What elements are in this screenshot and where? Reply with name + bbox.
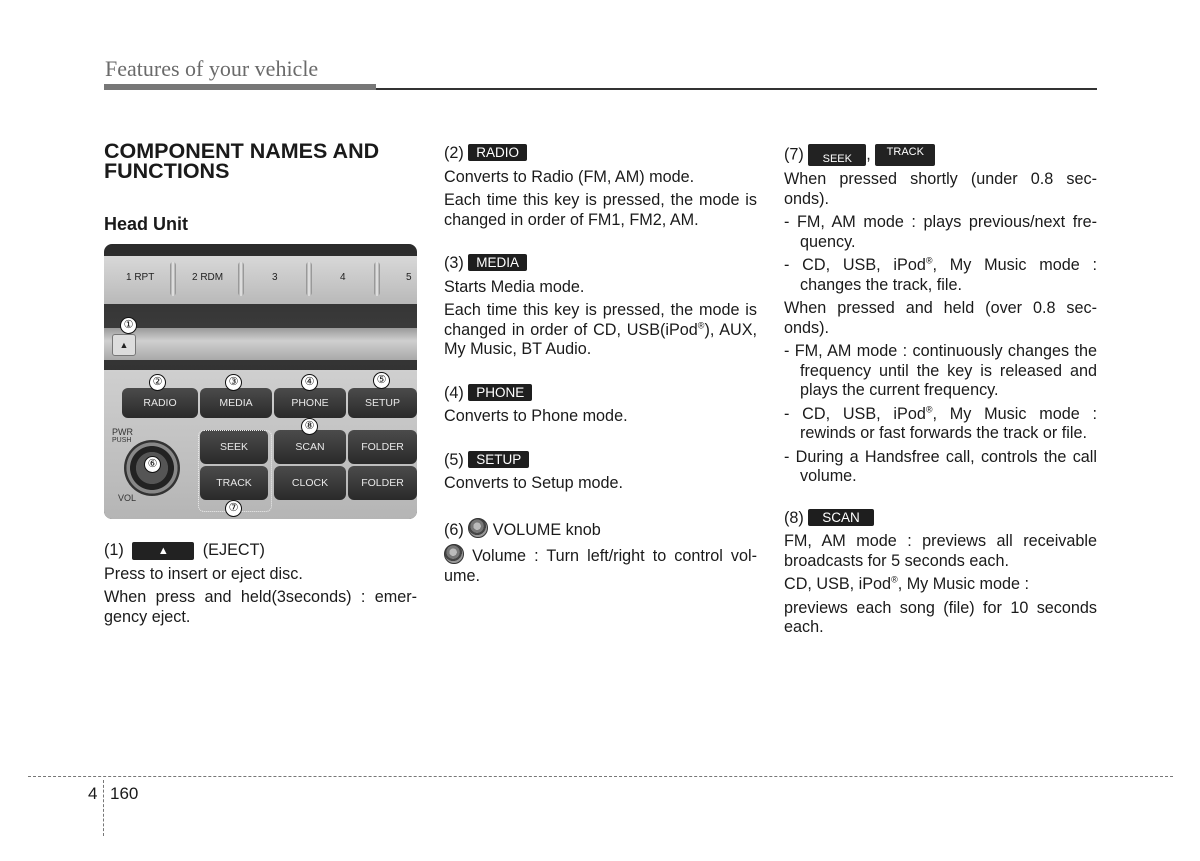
item-3-title: (3) MEDIA: [444, 254, 757, 274]
short-press: When pressed shortly (under 0.8 sec-onds).: [784, 170, 1097, 208]
header-bar-line: [376, 88, 1097, 90]
item-8-title: (8) SCAN: [784, 509, 1097, 529]
item-2-desc: Converts to Radio (FM, AM) mode.: [444, 167, 695, 186]
footer-vertical-divider: [103, 780, 104, 836]
setup-tag: SETUP: [468, 451, 529, 468]
vol-label: VOL: [118, 493, 137, 503]
marker-3: ③: [225, 374, 242, 391]
marker-2: ②: [149, 374, 166, 391]
item-1-line: (1) ▲ (EJECT): [104, 541, 265, 559]
volume-knob-icon: [468, 518, 488, 538]
column-3: [784, 144, 1097, 642]
short-press-fm: - FM, AM mode : plays previous/next fre-quency.: [784, 213, 1097, 251]
chapter-number: 4: [88, 784, 98, 803]
head-unit-photo: [104, 244, 417, 519]
item-8-cd: CD, USB, iPod®, My Music mode :: [784, 574, 1030, 593]
unit-phone-button: PHONE: [274, 388, 346, 418]
page-number: 160: [110, 784, 139, 803]
marker-8: ⑧: [301, 418, 318, 435]
header-bar-accent: [104, 84, 376, 90]
item-4-title: (4) PHONE: [444, 384, 757, 404]
held-press-fm: - FM, AM mode : continuously changes the frequency until the key is released and plays the current frequency.: [784, 342, 1097, 399]
item-8-preview: previews each song (file) for 10 seconds each.: [784, 598, 1097, 636]
preset-2: 2 RDM: [192, 272, 224, 283]
footer-divider: [28, 776, 1173, 777]
track-button-icon: TRACK: [875, 144, 935, 166]
item-1-held: When press and held(3seconds) : emer-gency eject.: [104, 588, 417, 626]
item-7-title: (7) SEEK , TRACK: [784, 144, 1097, 166]
pwr-label: PWR: [112, 427, 133, 437]
unit-seek-button: SEEK: [200, 430, 268, 464]
item-4-desc: Converts to Phone mode.: [444, 407, 628, 425]
unit-setup-button: SETUP: [348, 388, 417, 418]
preset-5: 5: [406, 272, 412, 283]
eject-icon: ▲: [112, 334, 136, 356]
marker-6: ⑥: [144, 456, 161, 473]
push-label: PUSH: [112, 437, 132, 444]
preset-sep: [170, 262, 176, 296]
held-press-cd: - CD, USB, iPod®, My Music mode : rewinds or fast forwards the track or file.: [784, 404, 1097, 442]
page-header-title: Features of your vehicle: [105, 56, 319, 81]
column-1: [104, 541, 417, 631]
volume-knob-icon: [444, 544, 464, 564]
radio-tag: RADIO: [468, 144, 527, 161]
marker-5: ⑤: [373, 372, 390, 389]
scan-tag: SCAN: [808, 509, 874, 526]
preset-1: 1 RPT: [126, 272, 155, 283]
item-5-title: (5) SETUP: [444, 451, 757, 471]
unit-clock-button: CLOCK: [274, 466, 346, 500]
item-8-fm: FM, AM mode : previews all receivable broadcasts for 5 seconds each.: [784, 532, 1097, 570]
item-6-title: (6) VOLUME knob: [444, 518, 757, 541]
preset-3: 3: [272, 272, 278, 283]
item-3-desc: Starts Media mode.: [444, 277, 585, 296]
held-press-handsfree: - During a Handsfree call, controls the call volume.: [784, 447, 1097, 485]
short-press-cd: - CD, USB, iPod®, My Music mode : changes the track, file.: [784, 255, 1097, 294]
unit-folder-up-button: FOLDER: [348, 430, 417, 464]
eject-button-icon: ▲: [132, 542, 194, 560]
subsection-heading: Head Unit: [104, 214, 189, 234]
unit-scan-button: SCAN: [274, 430, 346, 464]
item-1-desc: Press to insert or eject disc.: [104, 564, 303, 583]
item-3-order: Each time this key is pressed, the mode is changed in order of CD, USB(iPod®), AUX, My Music, BT Audio.: [444, 301, 757, 358]
unit-folder-down-button: FOLDER: [348, 466, 417, 500]
phone-tag: PHONE: [468, 384, 532, 401]
marker-1: ①: [120, 317, 137, 334]
media-tag: MEDIA: [468, 254, 527, 271]
preset-strip: [104, 256, 417, 304]
held-press: When pressed and held (over 0.8 sec-onds).: [784, 299, 1097, 337]
item-2-title: (2) RADIO: [444, 144, 757, 164]
seek-button-icon: SEEK: [808, 144, 866, 166]
unit-radio-button: RADIO: [122, 388, 198, 418]
unit-track-button: TRACK: [200, 466, 268, 500]
unit-media-button: MEDIA: [200, 388, 272, 418]
marker-7: ⑦: [225, 500, 242, 517]
preset-sep: [238, 262, 244, 296]
preset-sep: [306, 262, 312, 296]
marker-4: ④: [301, 374, 318, 391]
disc-slot: [104, 328, 417, 360]
item-2-order: Each time this key is pressed, the mode is changed in order of FM1, FM2, AM.: [444, 191, 757, 229]
preset-sep: [374, 262, 380, 296]
item-5-desc: Converts to Setup mode.: [444, 474, 624, 492]
column-2: [444, 144, 757, 590]
section-heading: COMPONENT NAMES AND FUNCTIONS: [104, 139, 380, 183]
item-6-desc: Volume : Turn left/right to control vol-ume.: [444, 544, 757, 586]
preset-4: 4: [340, 272, 346, 283]
